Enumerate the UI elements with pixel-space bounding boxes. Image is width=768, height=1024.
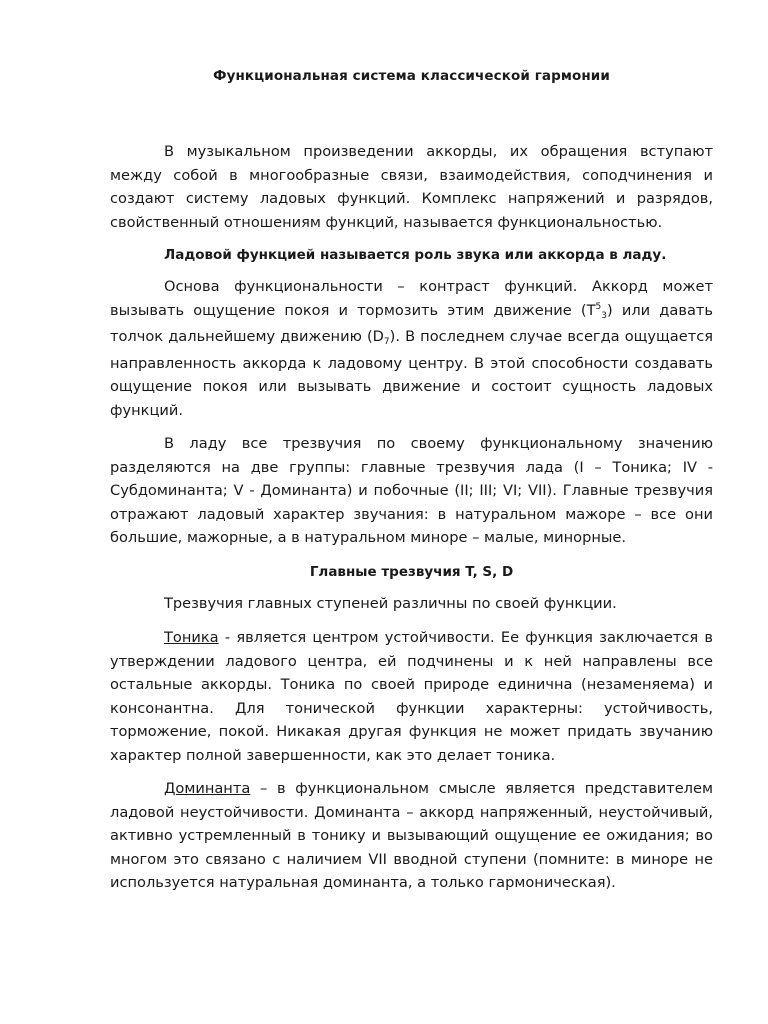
paragraph-functionality-part-c: ). В последнем случае всегда ощущается направленность аккорда к ладовому центру. В этой способности создавать ощущение покоя или вызывать движение и состоит сущность ладовых функций.: [110, 328, 714, 419]
paragraph-tonic-text: - является центром устойчивости. Ее функция заключается в утверждении ладового центра, ей подчинены и к ней направлены все остальные аккорды. Тоника по своей природе единична (незаменяема) и консонантна. Для тонической функции характерны: устойчивость, торможение, покой. Никакая другая функция не может придать звучанию характер полной завершенности, как это делает тоника.: [110, 629, 713, 764]
document-page: [110, 60, 713, 895]
paragraph-functionality: [110, 275, 713, 422]
term-dominant: Доминанта: [164, 780, 251, 797]
paragraph-tonic: [110, 626, 713, 767]
paragraph-dominant-text: – в функциональном смысле является представителем ладовой неустойчивости. Доминанта – аккорд напряженный, неустойчивый, активно устремленный в тонику и вызывающий ощущение ее ожидания; во многом это связано с наличием VII вводной ступени (помните: в миноре не используется натуральная доминанта, а только гармоническая).: [110, 780, 713, 891]
paragraph-triad-groups: В ладу все трезвучия по своему функциональному значению разделяются на две группы: главные трезвучия лада (I – Тоника; IV - Субдоминанта; V - Доминанта) и побочные (II; III; VI; VII). Главные трезвучия отражают ладовый характер звучания: в натуральном мажоре – все они большие, мажорные, а в натуральном миноре – малые, минорные.: [110, 435, 713, 546]
term-tonic: Тоника: [164, 629, 219, 646]
paragraph-functionality-part-a: Основа функциональности – контраст функций. Аккорд может вызывать ощущение покоя и тормозить этим движение (T: [110, 278, 713, 319]
page-title: Функциональная система классической гармонии: [213, 68, 610, 84]
dominant-subscript: 7: [383, 337, 390, 347]
definition-heading: Ладовой функцией называется роль звука или аккорда в ладу.: [164, 247, 667, 263]
tonic-subscript: 3: [601, 310, 608, 321]
paragraph-main-steps: Трезвучия главных ступеней различны по своей функции.: [164, 594, 617, 612]
paragraph-intro: В музыкальном произведении аккорды, их обращения вступают между собой в многообразные связи, взаимодействия, соподчинения и создают систему ладовых функций. Комплекс напряжений и разрядов, свойственный отношениям функций, называется функциональностью.: [110, 143, 713, 231]
paragraph-dominant: [110, 777, 713, 895]
tonic-superscript: 5: [595, 301, 602, 312]
main-triads-heading: Главные трезвучия T, S, D: [309, 563, 514, 580]
paragraph-functionality-part-b: ) или давать толчок дальнейшему движению (D: [110, 301, 713, 345]
